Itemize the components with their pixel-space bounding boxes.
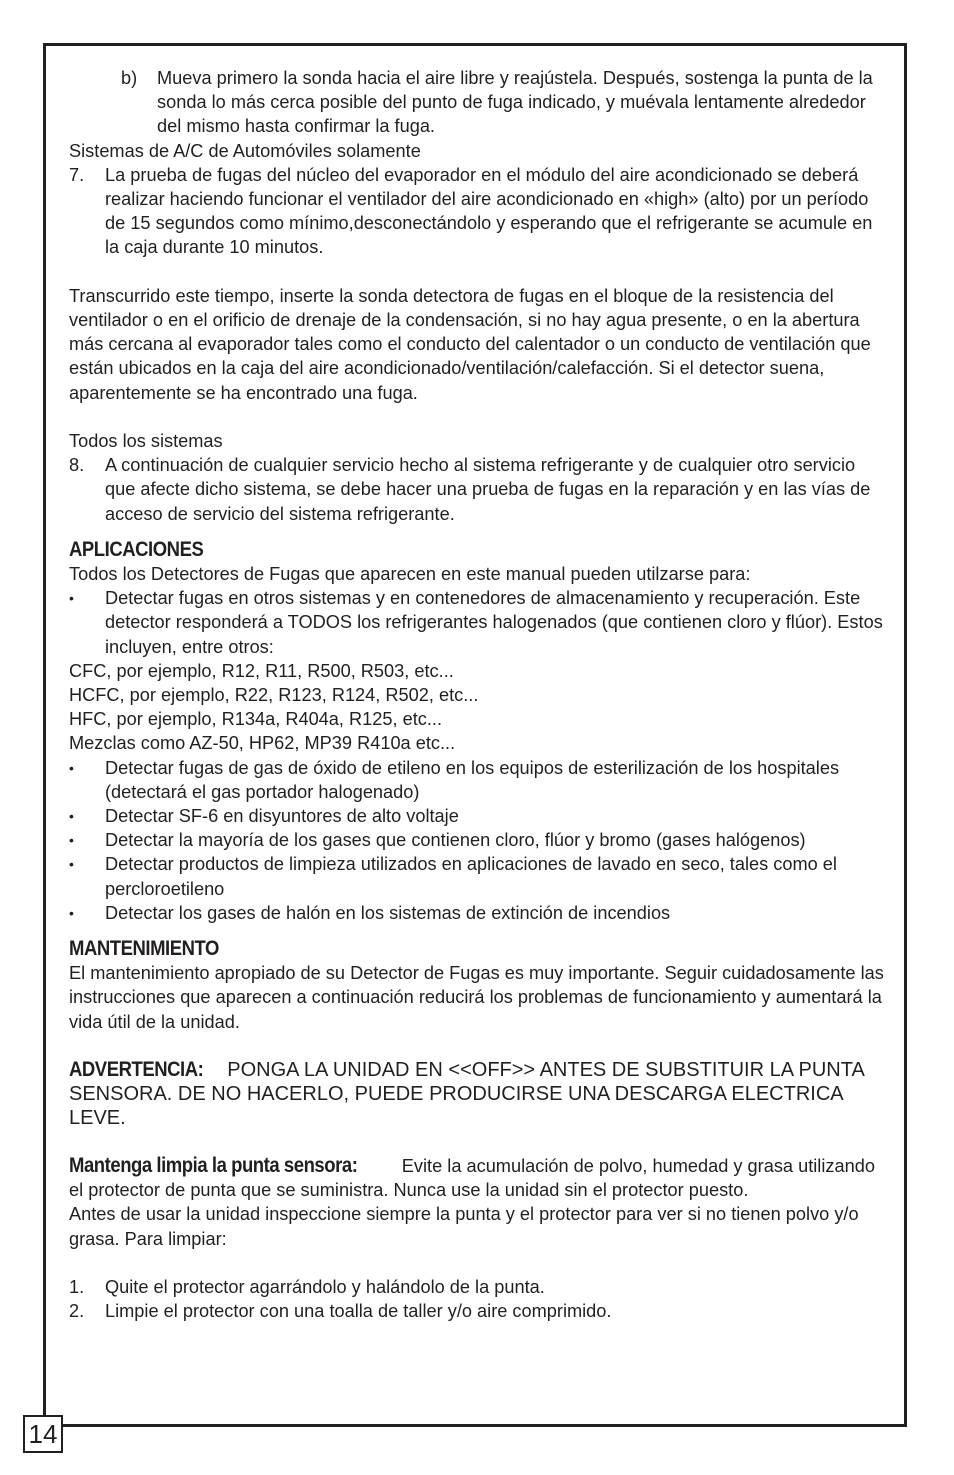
list-item [69, 1299, 889, 1323]
step-8 [69, 453, 889, 526]
bullet-icon: • [69, 832, 74, 849]
bullet-text: Detectar la mayoría de los gases que contienen cloro, flúor y bromo (gases halógenos) [105, 830, 806, 851]
aplicaciones-intro: Todos los Detectores de Fugas que aparecen en este manual pueden utilzarse para: [69, 564, 751, 585]
step-7-paragraph-2: Transcurrido este tiempo, inserte la sonda detectora de fugas en el bloque de la resistencia del ventilador o en el orificio de drenaje de la condensación, si no hay agua presente, o en la abertura más cercana al evaporador tales como el conducto del calentador o un conducto de ventilación que están ubicados en la caja del aire acondicionado/ventilación/calefacción. Si el detector suena, aparentemente se ha encontrado una fuga. [69, 285, 871, 403]
bullet-icon: • [69, 759, 74, 776]
mantenimiento-heading: MANTENIMIENTO [69, 937, 219, 961]
page-number: 14 [23, 1415, 63, 1453]
advertencia-text: PONGA LA UNIDAD EN <<OFF>> ANTES DE SUBSTITUIR LA PUNTA SENSORA. DE NO HACERLO, PUEDE PRODUCIRSE UNA DESCARGA ELECTRICA LEVE. [69, 1058, 864, 1129]
clean-step-number: 1. [69, 1276, 85, 1297]
clean-step-text: Quite el protector agarrándolo y halándolo de la punta. [105, 1276, 545, 1297]
aplicaciones-heading: APLICACIONES [69, 537, 204, 561]
clean-step-number: 2. [69, 1301, 85, 1322]
bullet-icon: • [69, 808, 74, 825]
refrigerant-example: Mezclas como AZ-50, HP62, MP39 R410a etc... [69, 733, 456, 754]
list-item [69, 901, 889, 925]
advertencia-label: ADVERTENCIA: [69, 1057, 204, 1081]
list-item [69, 804, 889, 828]
step-7-text: La prueba de fugas del núcleo del evaporador en el módulo del aire acondicionado se deberá realizar haciendo funcionar el ventilador del aire acondicionado en «high» (alto) por un período de 15 segundos como mínimo,desconectándolo y esperando que el refrigerante se acumule en la caja durante 10 minutos. [105, 164, 873, 258]
step-8-number: 8. [69, 455, 85, 476]
limpia-text: Evite la acumulación de polvo, humedad y grasa utilizando el protector de punta que se suministra. Nunca use la unidad sin el protector puesto. [69, 1155, 875, 1201]
list-item [69, 852, 889, 900]
bullet-text: Detectar fugas en otros sistemas y en contenedores de almacenamiento y recuperación. Este detector responderá a TODOS los refrigerantes halogenados (que contienen cloro y flúor). Estos incluyen, entre otros: [105, 588, 883, 657]
refrigerant-example: HFC, por ejemplo, R134a, R404a, R125, etc... [69, 709, 443, 730]
limpia-label: Mantenga limpia la punta sensora: [69, 1153, 358, 1177]
bullet-text: Detectar SF-6 en disyuntores de alto voltaje [105, 806, 459, 827]
refrigerant-example: HCFC, por ejemplo, R22, R123, R124, R502, etc... [69, 685, 479, 706]
bullet-text: Detectar los gases de halón en los sistemas de extinción de incendios [105, 902, 671, 923]
step-b [121, 66, 889, 139]
bullet-icon: • [69, 856, 74, 873]
clean-step-text: Limpie el protector con una toalla de taller y/o aire comprimido. [105, 1301, 612, 1322]
auto-section-label: Sistemas de A/C de Automóviles solamente [69, 140, 421, 161]
step-b-marker: b) [121, 68, 138, 88]
list-item [69, 1275, 889, 1299]
limpia-paragraph [69, 1154, 889, 1202]
page-content [69, 66, 889, 1323]
step-8-text: A continuación de cualquier servicio hecho al sistema refrigerante y de cualquier otro servicio que afecte dicho sistema, se debe hacer una prueba de fugas en la reparación y en las vías de acceso de servicio del sistema refrigerante. [105, 455, 871, 524]
step-7 [69, 163, 889, 260]
bullet-text: Detectar fugas de gas de óxido de etileno en los equipos de esterilización de los hospitales (detectará el gas portador halogenado) [105, 757, 840, 802]
mantenimiento-text: El mantenimiento apropiado de su Detector de Fugas es muy importante. Seguir cuidadosamente las instrucciones que aparecen a continuación reducirá los problemas de funcionamiento y aumentará la vida útil de la unidad. [69, 963, 884, 1032]
bullet-icon: • [69, 904, 74, 921]
step-7-number: 7. [69, 164, 85, 185]
bullet-icon: • [69, 590, 74, 607]
limpia-text-2: Antes de usar la unidad inspeccione siempre la punta y el protector para ver si no tienen polvo y/o grasa. Para limpiar: [69, 1204, 859, 1249]
list-item [69, 828, 889, 852]
all-section-label: Todos los sistemas [69, 431, 223, 452]
step-b-text: Mueva primero la sonda hacia el aire libre y reajústela. Después, sostenga la punta de la sonda lo más cerca posible del punto de fuga indicado, y muévala lentamente alrededor del mismo hasta confirmar la fuga. [157, 68, 873, 137]
list-item [69, 586, 889, 659]
refrigerant-example: CFC, por ejemplo, R12, R11, R500, R503, etc... [69, 660, 454, 681]
list-item [69, 756, 889, 804]
advertencia-paragraph [69, 1058, 889, 1130]
bullet-text: Detectar productos de limpieza utilizados en aplicaciones de lavado en seco, tales como el percloroetileno [105, 854, 837, 899]
